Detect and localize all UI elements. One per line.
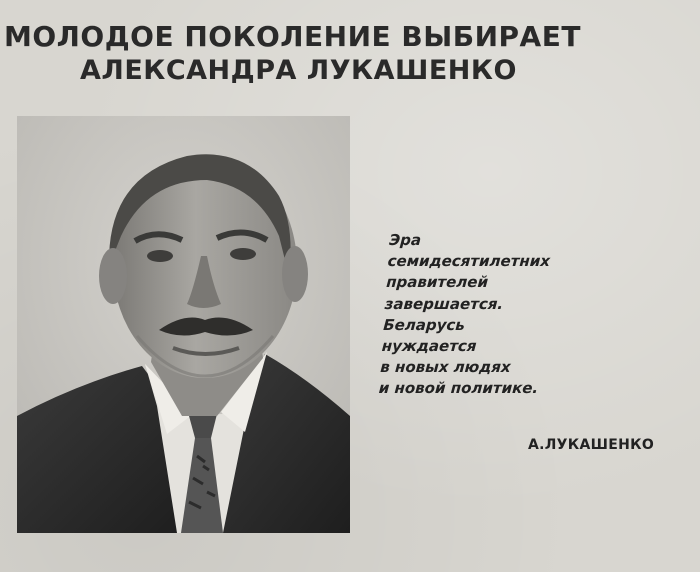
quote-line: и новой политике. (378, 379, 539, 398)
headline-line-1: МОЛОДОЕ ПОКОЛЕНИЕ ВЫБИРАЕТ (4, 20, 581, 53)
quote-line: завершается. (384, 294, 504, 313)
quote-line: семидесятилетних (387, 252, 551, 271)
portrait-photo (17, 116, 350, 533)
quote-line: правителей (385, 273, 489, 292)
headline-line-2: АЛЕКСАНДРА ЛУКАШЕНКО (80, 55, 517, 86)
quote-line: Эра (388, 231, 422, 249)
quote-line: нуждается (381, 337, 478, 356)
quote-line: Беларусь (382, 315, 466, 334)
quote-signature: А.ЛУКАШЕНКО (528, 437, 655, 453)
quote-block (378, 230, 690, 400)
quote-line: в новых людях (379, 358, 512, 377)
